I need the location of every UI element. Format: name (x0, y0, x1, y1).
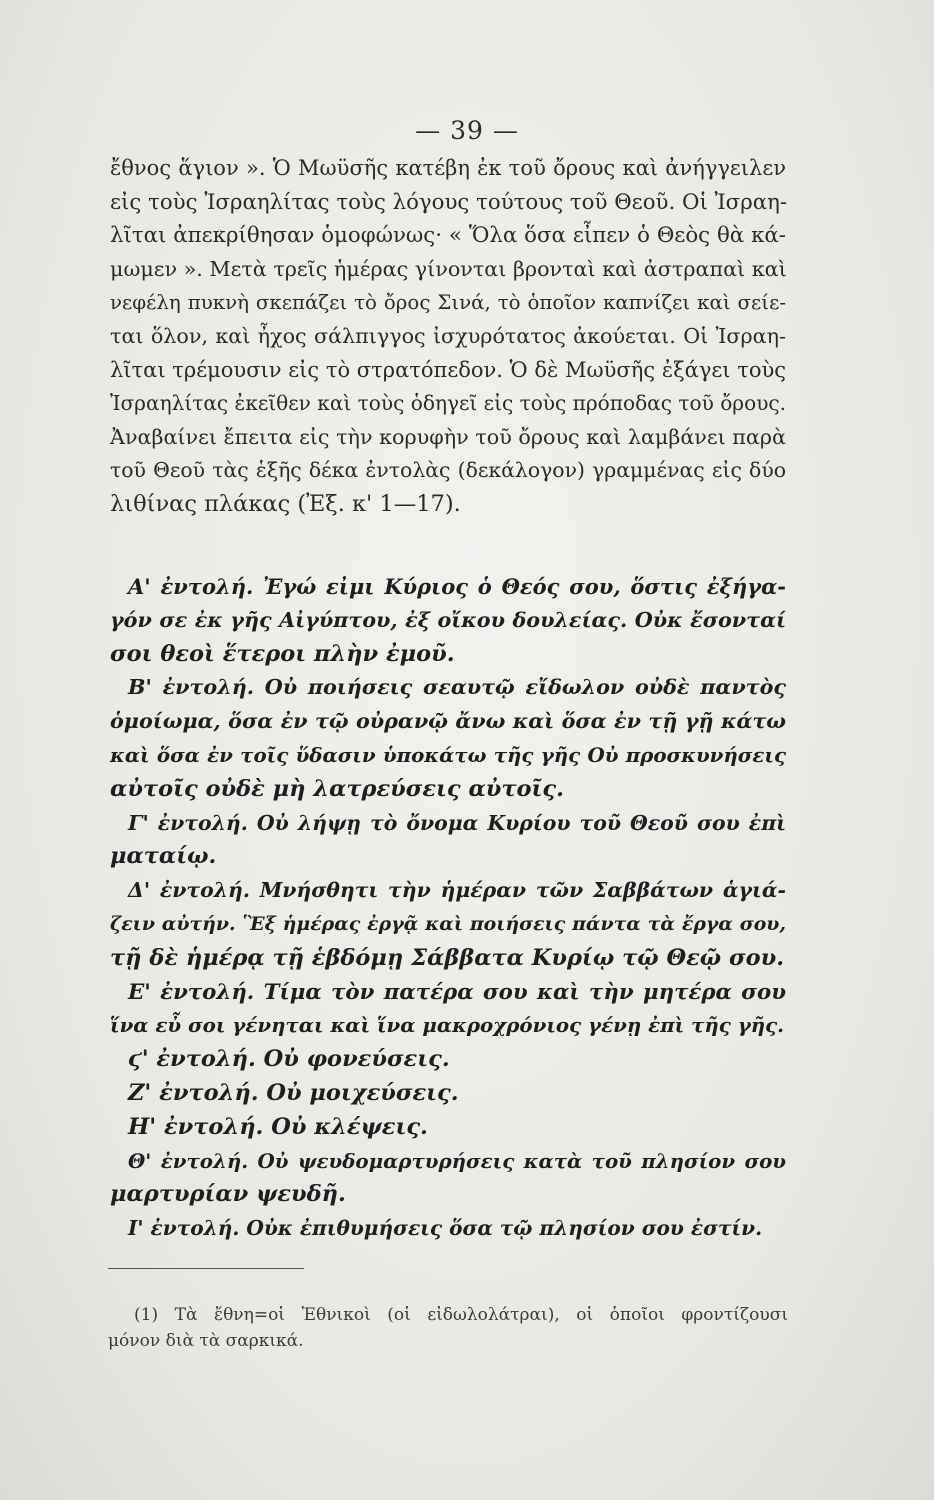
commandment-1-line: γόν σε ἐκ γῆς Αἰγύπτου, ἐξ οἴκου δουλείας. Οὐκ ἔσονταί (110, 607, 786, 632)
commandment-5-line: ἵνα εὖ σοι γένηται καὶ ἵνα μακροχρόνιος γένῃ ἐπὶ τῆς γῆς. (110, 1013, 785, 1038)
commandment-2-line: καὶ ὅσα ἐν τοῖς ὕδασιν ὑποκάτω τῆς γῆς Οὐ προσκυνήσεις (110, 742, 786, 767)
text-line: λῖται τρέμουσιν εἰς τὸ στρατόπεδον. Ὁ δὲ Μωϋσῆς ἐξάγει τοὺς (110, 357, 786, 382)
text-line: νεφέλη πυκνὴ σκεπάζει τὸ ὄρος Σινά, τὸ ὁποῖον καπνίζει καὶ σείε- (110, 291, 786, 315)
text-line: εἰς τοὺς Ἰσραηλίτας τοὺς λόγους τούτους τοῦ Θεοῦ. Οἱ Ἰσραη- (110, 189, 788, 215)
text-line: Ἀναβαίνει ἔπειτα εἰς τὴν κορυφὴν τοῦ ὄρους καὶ λαμβάνει παρὰ (110, 424, 786, 449)
text-line: ται ὅλον, καὶ ἦχος σάλπιγγος ἰσχυρότατος ἀκούεται. Οἱ Ἰσραη- (110, 323, 786, 348)
commandment-3-line: ματαίῳ. (110, 843, 217, 870)
commandment-1-line: σοι θεοὶ ἕτεροι πλὴν ἐμοῦ. (110, 640, 455, 667)
text-line: τοῦ Θεοῦ τὰς ἑξῆς δέκα ἐντολὰς (δεκάλογον) γραμμένας εἰς δύο (110, 458, 786, 483)
commandment-9-line: μαρτυρίαν ψευδῆ. (110, 1181, 346, 1208)
footnote-divider (108, 1268, 304, 1269)
commandment-10-line: Ι' ἐντολή. Οὐκ ἐπιθυμήσεις ὅσα τῷ πλησίον σου ἐστίν. (128, 1216, 763, 1241)
text-line: λιθίνας πλάκας (Ἐξ. κ' 1—17). (110, 490, 461, 517)
commandment-7-line: Ζ' ἐντολή. Οὐ μοιχεύσεις. (128, 1079, 459, 1106)
commandment-9-line: Θ' ἐντολή. Οὐ ψευδομαρτυρήσεις κατὰ τοῦ πλησίον σου (128, 1148, 786, 1173)
commandment-4-line: τῇ δὲ ἡμέρᾳ τῇ ἑβδόμῃ Σάββατα Κυρίῳ τῷ Θεῷ σου. (110, 944, 785, 971)
text-line: μωμεν ». Μετὰ τρεῖς ἡμέρας γίνονται βρονταὶ καὶ ἀστραπαὶ καὶ (110, 256, 787, 281)
commandment-2-line: Β' ἐντολή. Οὐ ποιήσεις σεαυτῷ εἴδωλον οὐδὲ παντὸς (128, 675, 786, 700)
text-line: ἔθνος ἅγιον ». Ὁ Μωϋσῆς κατέβη ἐκ τοῦ ὄρους καὶ ἀνήγγειλεν (110, 156, 786, 180)
commandment-6-line: ϛ' ἐντολή. Οὐ φονεύσεις. (128, 1046, 450, 1073)
intro-paragraph (110, 152, 786, 522)
commandment-3-line: Γ' ἐντολή. Οὐ λήψῃ τὸ ὄνομα Κυρίου τοῦ Θεοῦ σου ἐπὶ (128, 810, 786, 835)
text-line: Ἰσραηλίτας ἐκεῖθεν καὶ τοὺς ὁδηγεῖ εἰς τοὺς πρόποδας τοῦ ὄρους. (110, 391, 787, 416)
commandments-list (110, 570, 786, 1246)
footnote (108, 1302, 788, 1354)
text-line: λῖται ἀπεκρίθησαν ὁμοφώνως· « Ὅλα ὅσα εἶπεν ὁ Θεὸς θὰ κά- (110, 223, 786, 249)
commandment-1-line: Α' ἐντολή. Ἐγώ εἰμι Κύριος ὁ Θεός σου, ὅστις ἐξήγα- (128, 574, 786, 599)
footnote-line: μόνον διὰ τὰ σαρκικά. (108, 1331, 304, 1351)
commandment-4-line: Δ' ἐντολή. Μνήσθητι τὴν ἡμέραν τῶν Σαββάτων ἁγιά- (128, 878, 786, 903)
commandment-4-line: ζειν αὐτήν. Ἓξ ἡμέρας ἐργᾷ καὶ ποιήσεις πάντα τὰ ἔργα σου, (110, 912, 786, 935)
commandment-2-line: αὐτοῖς οὐδὲ μὴ λατρεύσεις αὐτοῖς. (110, 775, 564, 802)
commandment-5-line: Ε' ἐντολή. Τίμα τὸν πατέρα σου καὶ τὴν μητέρα σου (128, 979, 786, 1005)
footnote-line: (1) Τὰ ἔθνη=οἱ Ἐθνικοὶ (οἱ εἰδωλολάτραι), οἱ ὁποῖοι φροντίζουσι (134, 1305, 788, 1325)
commandment-2-line: ὁμοίωμα, ὅσα ἐν τῷ οὐρανῷ ἄνω καὶ ὅσα ἐν τῇ γῇ κάτω (110, 709, 786, 734)
commandment-8-line: Η' ἐντολή. Οὐ κλέψεις. (128, 1113, 428, 1140)
page-number: — 39 — (415, 116, 519, 145)
